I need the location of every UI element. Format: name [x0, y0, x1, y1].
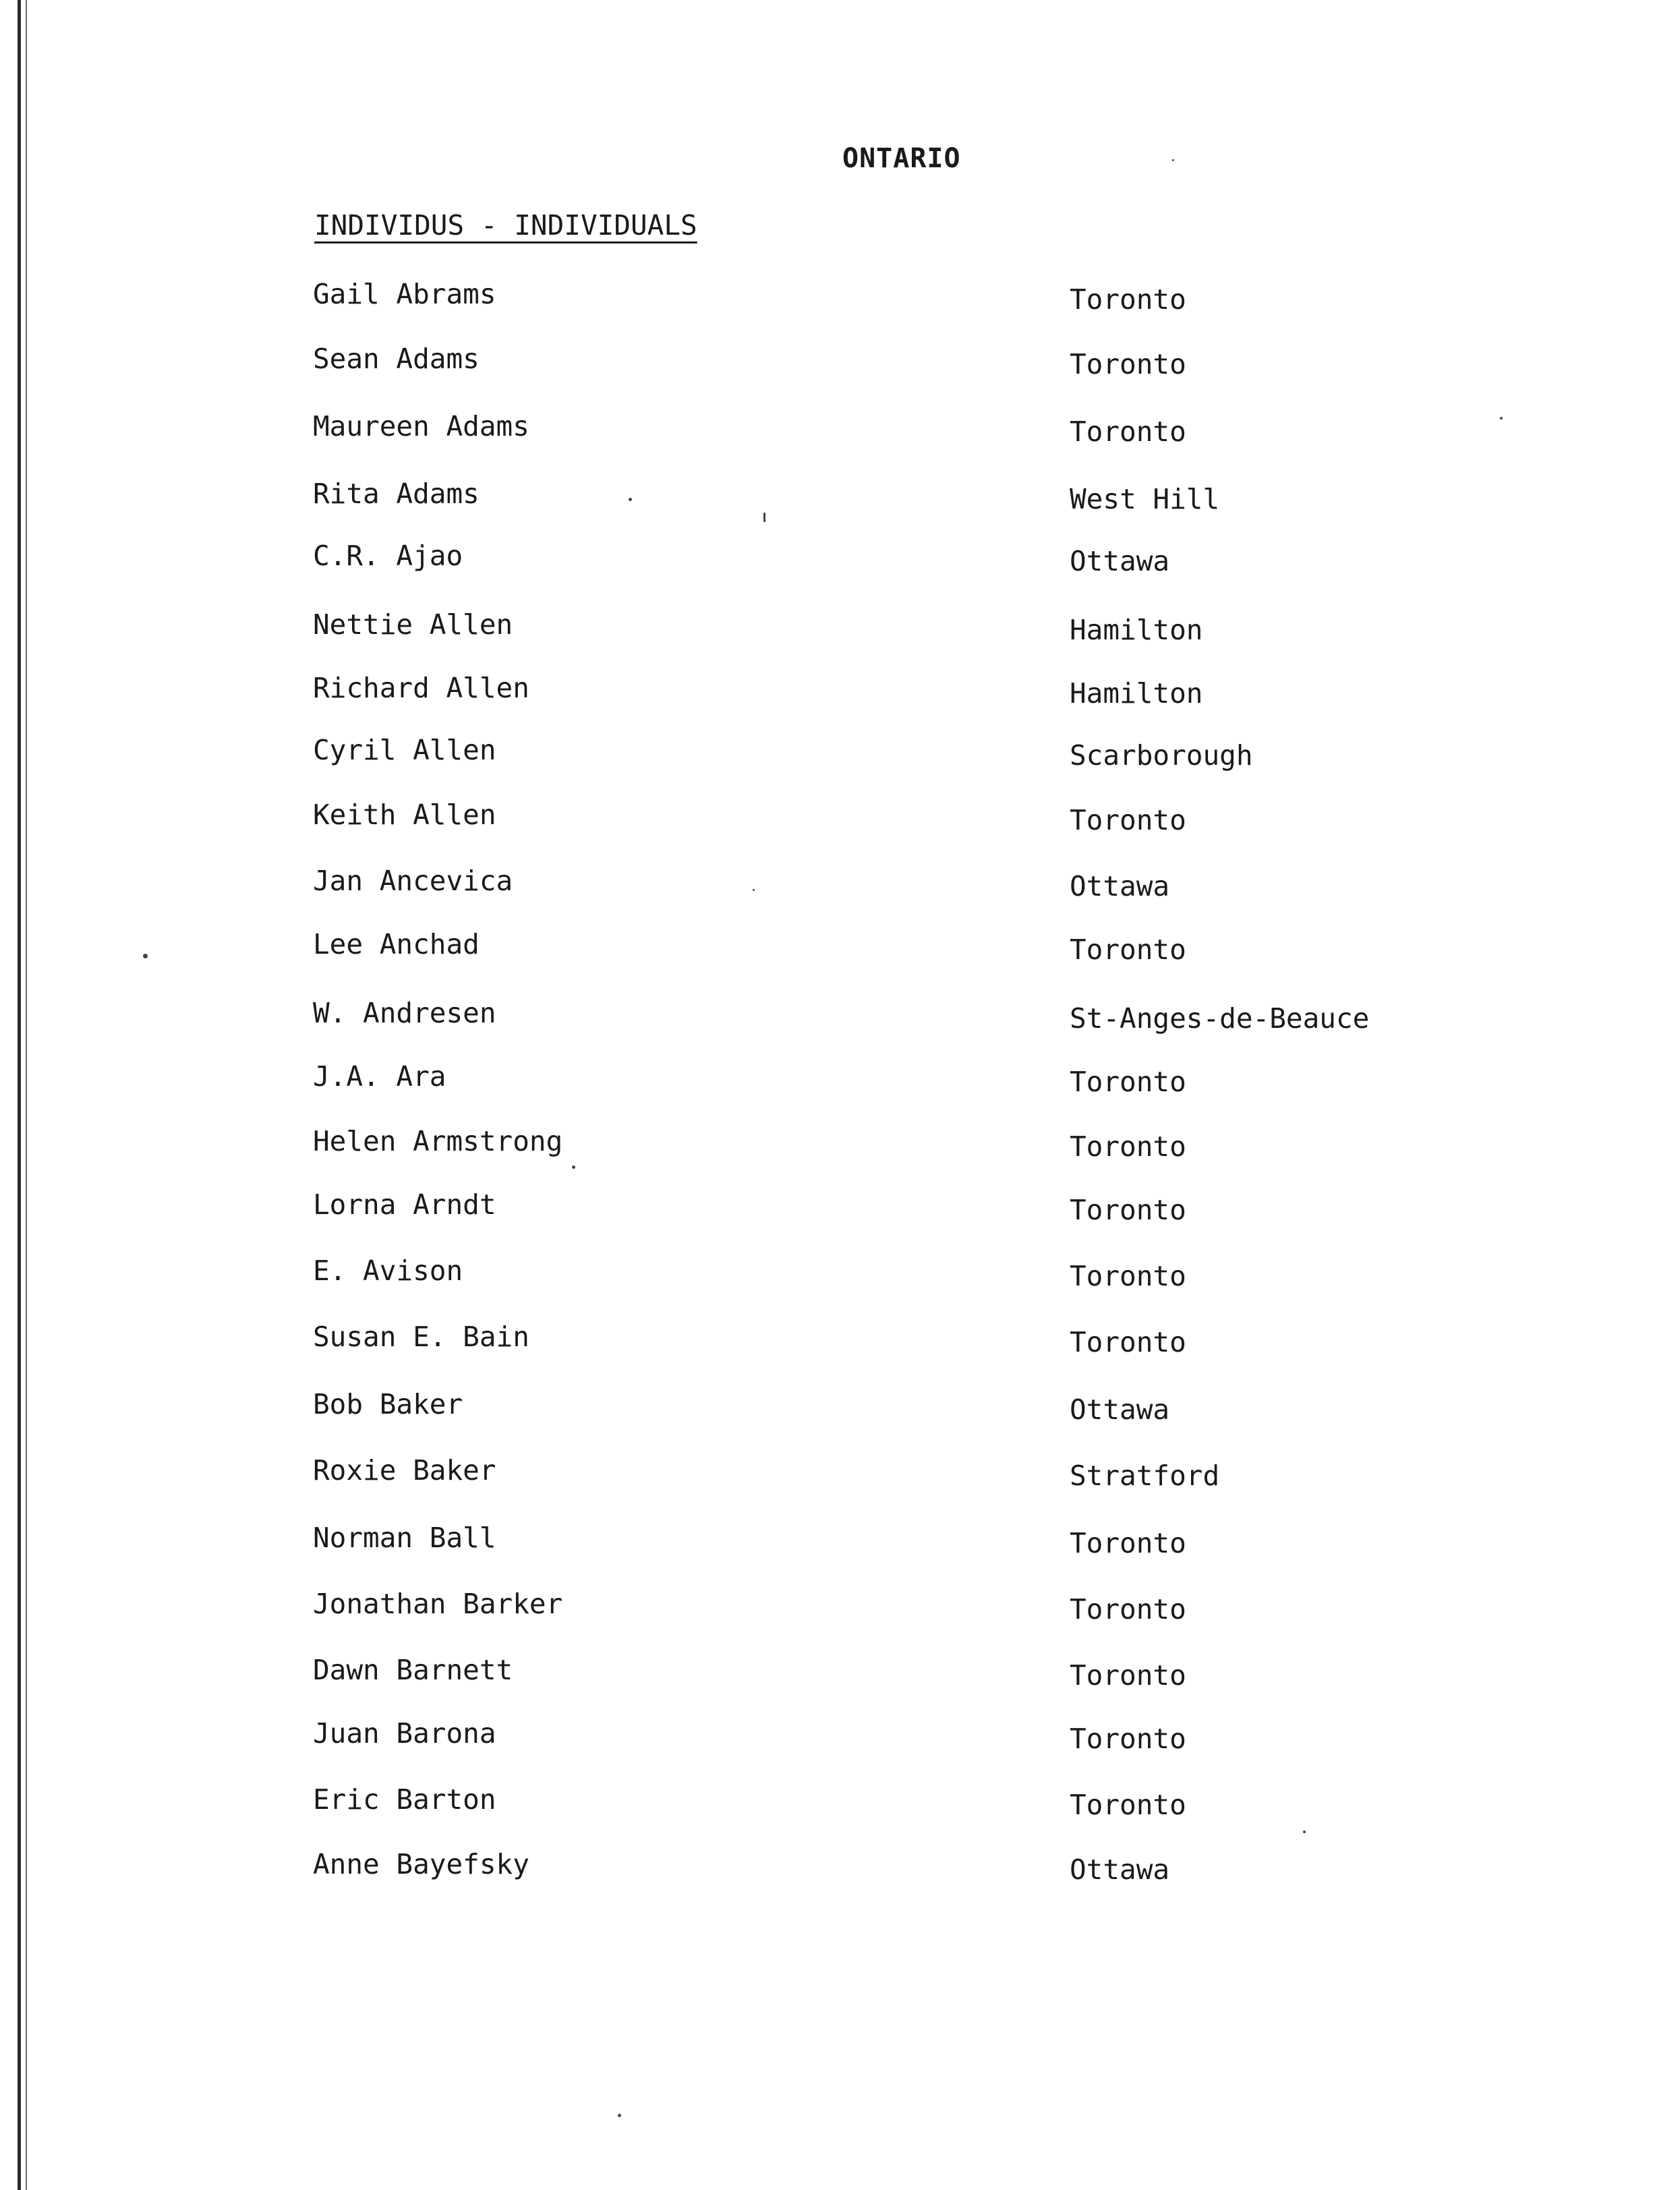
- list-item: [0, 1848, 1680, 1889]
- list-item: [0, 734, 1680, 774]
- list-item: [0, 672, 1680, 712]
- list-item: [0, 997, 1680, 1037]
- entry-name: Bob Baker: [313, 1388, 463, 1420]
- entry-city: Stratford: [1070, 1460, 1220, 1492]
- list-item: [0, 1321, 1680, 1361]
- entry-name: Cyril Allen: [313, 734, 496, 766]
- list-item: [0, 1588, 1680, 1628]
- list-item: [0, 1783, 1680, 1824]
- list-item: [0, 410, 1680, 451]
- entry-city: Toronto: [1070, 415, 1186, 448]
- entry-city: Scarborough: [1070, 739, 1253, 772]
- entry-name: Eric Barton: [313, 1783, 496, 1816]
- list-item: [0, 1188, 1680, 1229]
- list-item: [0, 608, 1680, 649]
- entry-city: West Hill: [1070, 483, 1220, 515]
- scan-speck: [1303, 1831, 1306, 1833]
- list-item: [0, 540, 1680, 580]
- entry-city: Toronto: [1070, 1194, 1186, 1226]
- entry-city: Toronto: [1070, 1723, 1186, 1755]
- entry-name: Anne Bayefsky: [313, 1848, 529, 1880]
- scan-speck: [629, 498, 632, 501]
- entry-name: Helen Armstrong: [313, 1125, 563, 1157]
- entry-name: Juan Barona: [313, 1717, 496, 1750]
- entry-name: Lorna Arndt: [313, 1188, 496, 1221]
- list-item: [0, 1717, 1680, 1758]
- list-item: [0, 343, 1680, 383]
- entry-name: Richard Allen: [313, 672, 529, 704]
- entry-name: Susan E. Bain: [313, 1321, 529, 1353]
- entry-name: Dawn Barnett: [313, 1654, 513, 1686]
- entry-city: Toronto: [1070, 1260, 1186, 1292]
- entry-city: Toronto: [1070, 933, 1186, 966]
- entry-name: Maureen Adams: [313, 410, 529, 442]
- list-item: [0, 1060, 1680, 1101]
- entry-city: Toronto: [1070, 1527, 1186, 1559]
- list-item: [0, 1654, 1680, 1694]
- section-heading: INDIVIDUS - INDIVIDUALS: [314, 209, 697, 241]
- scan-speck: [1172, 159, 1174, 161]
- list-item: [0, 865, 1680, 905]
- entry-city: Ottawa: [1070, 545, 1170, 577]
- entry-name: Lee Anchad: [313, 928, 480, 960]
- scan-speck: [572, 1165, 575, 1169]
- entry-name: Sean Adams: [313, 343, 480, 375]
- list-item: [0, 1454, 1680, 1495]
- entry-city: Ottawa: [1070, 1853, 1170, 1886]
- scan-speck: [618, 2114, 621, 2117]
- scan-speck: [763, 513, 765, 522]
- scan-speck: [753, 889, 755, 891]
- entry-city: Toronto: [1070, 1593, 1186, 1625]
- list-item: [0, 278, 1680, 318]
- page-title: ONTARIO: [842, 143, 961, 174]
- entry-city: Toronto: [1070, 348, 1186, 380]
- entry-city: Hamilton: [1070, 677, 1203, 710]
- entry-city: Ottawa: [1070, 870, 1170, 902]
- entry-name: E. Avison: [313, 1255, 463, 1287]
- entry-name: C.R. Ajao: [313, 540, 463, 572]
- entry-name: Norman Ball: [313, 1522, 496, 1554]
- list-item: [0, 928, 1680, 969]
- list-item: [0, 799, 1680, 839]
- list-item: [0, 478, 1680, 518]
- entry-name: W. Andresen: [313, 997, 496, 1029]
- entry-city: Toronto: [1070, 1326, 1186, 1358]
- entry-city: Hamilton: [1070, 614, 1203, 646]
- list-item: [0, 1255, 1680, 1295]
- entry-name: Gail Abrams: [313, 278, 496, 310]
- entry-name: Roxie Baker: [313, 1454, 496, 1487]
- scan-speck: [143, 954, 148, 958]
- entry-name: J.A. Ara: [313, 1060, 446, 1093]
- entry-name: Keith Allen: [313, 799, 496, 831]
- entry-name: Nettie Allen: [313, 608, 513, 641]
- entry-city: Ottawa: [1070, 1393, 1170, 1426]
- list-item: [0, 1125, 1680, 1165]
- entry-city: Toronto: [1070, 1789, 1186, 1821]
- entry-city: Toronto: [1070, 1659, 1186, 1692]
- list-item: [0, 1388, 1680, 1429]
- entry-name: Jan Ancevica: [313, 865, 513, 897]
- entry-city: St-Anges-de-Beauce: [1070, 1002, 1370, 1035]
- entry-city: Toronto: [1070, 804, 1186, 836]
- scan-speck: [1500, 417, 1503, 420]
- entry-name: Rita Adams: [313, 478, 480, 510]
- entry-city: Toronto: [1070, 283, 1186, 316]
- list-item: [0, 1522, 1680, 1562]
- entry-city: Toronto: [1070, 1066, 1186, 1098]
- entry-city: Toronto: [1070, 1130, 1186, 1163]
- entry-name: Jonathan Barker: [313, 1588, 563, 1620]
